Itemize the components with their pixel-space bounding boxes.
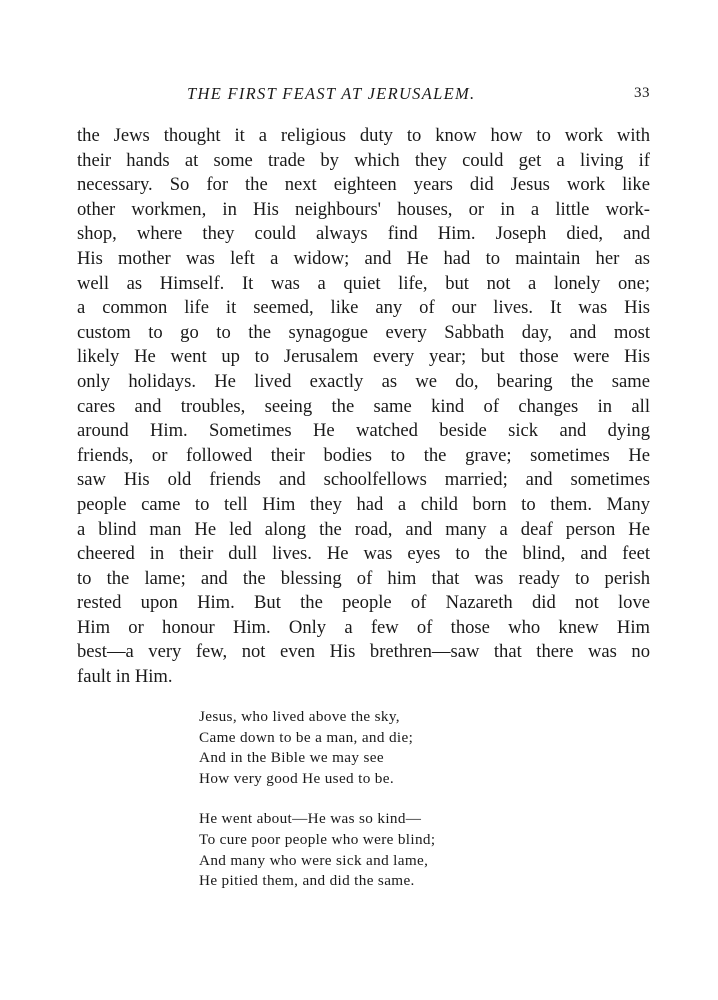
verse-line: Came down to be a man, and die; [199, 728, 414, 746]
paragraph-line: fault in Him. [77, 666, 173, 688]
paragraph-line: custom to go to the synagogue every Sabbath day, and most [77, 321, 650, 343]
paragraph-line: necessary. So for the next eighteen years did Jesus work like [77, 174, 650, 196]
body-paragraph [77, 124, 650, 690]
verse-line: And many who were sick and lame, [199, 851, 429, 869]
verse-line: And in the Bible we may see [199, 749, 384, 767]
paragraph-line: Him or honour Him. Only a few of those who knew Him [77, 616, 650, 638]
paragraph-line: cares and troubles, seeing the same kind of changes in all [77, 395, 650, 417]
verse-line: How very good He used to be. [199, 769, 394, 787]
stanza-2 [199, 809, 519, 891]
paragraph-line: a blind man He led along the road, and many a deaf person He [77, 518, 650, 540]
paragraph-line: shop, where they could always find Him. Joseph died, and [77, 223, 650, 245]
verse-line: He went about—He was so kind— [199, 810, 422, 828]
paragraph-line: to the lame; and the blessing of him that was ready to perish [77, 567, 650, 589]
hymn-verse [199, 707, 519, 912]
paragraph-line: other workmen, in His neighbours' houses, or in a little work- [77, 198, 650, 220]
verse-line: Jesus, who lived above the sky, [199, 708, 400, 725]
paragraph-line: well as Himself. It was a quiet life, but not a lonely one; [77, 272, 650, 294]
paragraph-line: a common life it seemed, like any of our lives. It was His [77, 297, 650, 319]
verse-line: He pitied them, and did the same. [199, 872, 415, 890]
page-number: 33 [634, 85, 650, 101]
paragraph-line: the Jews thought it a religious duty to know how to work with [77, 125, 650, 146]
paragraph-line: people came to tell Him they had a child born to them. Many [77, 493, 650, 515]
paragraph-line: only holidays. He lived exactly as we do, bearing the same [77, 370, 650, 392]
paragraph-line: His mother was left a widow; and He had to maintain her as [77, 247, 650, 269]
running-title: THE FIRST FEAST AT JERUSALEM. [187, 84, 476, 103]
verse-line: To cure poor people who were blind; [199, 830, 436, 848]
stanza-1 [199, 707, 519, 789]
paragraph-line: saw His old friends and schoolfellows married; and sometimes [77, 469, 650, 491]
paragraph-line: around Him. Sometimes He watched beside sick and dying [77, 420, 650, 442]
paragraph-line: likely He went up to Jerusalem every year; but those were His [77, 346, 650, 368]
paragraph-line: friends, or followed their bodies to the grave; sometimes He [77, 444, 650, 466]
paragraph-line: best—a very few, not even His brethren—saw that there was no [77, 641, 650, 663]
paragraph-line: cheered in their dull lives. He was eyes to the blind, and feet [77, 543, 650, 565]
paragraph-line: rested upon Him. But the people of Nazareth did not love [77, 592, 650, 614]
running-head [77, 84, 650, 108]
paragraph-line: their hands at some trade by which they could get a living if [77, 149, 650, 171]
